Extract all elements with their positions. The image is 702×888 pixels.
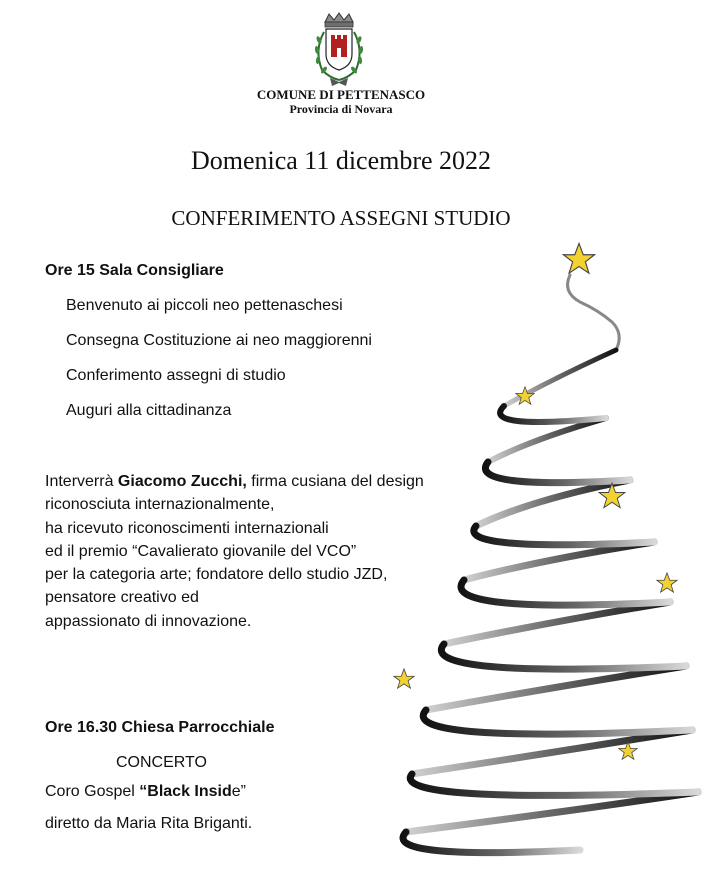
coro-line bbox=[45, 783, 246, 801]
event-title: CONFERIMENTO ASSEGNI STUDIO bbox=[171, 206, 511, 230]
guest-paragraph bbox=[45, 470, 424, 633]
session-1-heading: Ore 15 Sala Consigliare bbox=[45, 262, 224, 279]
star-icon bbox=[656, 572, 678, 594]
guest-line: appassionato di innovazione. bbox=[45, 612, 252, 630]
christmas-tree-spiral-icon bbox=[380, 230, 702, 880]
star-icon bbox=[618, 741, 638, 761]
director-line: diretto da Maria Rita Briganti. bbox=[45, 815, 253, 832]
program-item: Conferimento assegni di studio bbox=[66, 367, 286, 384]
guest-line: ed il premio “Cavalierato giovanile del VCO” bbox=[45, 542, 357, 560]
event-date-title: Domenica 11 dicembre 2022 bbox=[190, 146, 492, 175]
guest-line: pensatore creativo ed bbox=[45, 589, 199, 607]
coro-prefix: Coro Gospel bbox=[45, 783, 140, 800]
guest-line-1 bbox=[45, 470, 424, 493]
coro-suffix: e” bbox=[231, 783, 246, 800]
guest-line: per la categoria arte; fondatore dello studio JZD, bbox=[45, 566, 388, 584]
guest-line: riconosciuta internazionalmente, bbox=[45, 496, 275, 514]
session-2-heading: Ore 16.30 Chiesa Parrocchiale bbox=[45, 719, 275, 736]
coro-name: “Black Insid bbox=[139, 783, 232, 800]
concerto-label: CONCERTO bbox=[116, 754, 207, 771]
star-icon bbox=[393, 668, 415, 690]
guest-intro: Interverrà bbox=[45, 473, 118, 490]
star-icon bbox=[562, 242, 596, 276]
program-item: Consegna Costituzione ai neo maggiorenni bbox=[66, 332, 372, 349]
guest-name: Giacomo Zucchi, bbox=[117, 473, 247, 490]
guest-line: ha ricevuto riconoscimenti internazionali bbox=[45, 519, 329, 537]
program-item: Auguri alla cittadinanza bbox=[66, 402, 232, 419]
star-icon bbox=[598, 482, 626, 510]
comune-name: COMUNE DI PETTENASCO bbox=[256, 87, 426, 102]
star-icon bbox=[515, 386, 535, 406]
program-item: Benvenuto ai piccoli neo pettenaschesi bbox=[66, 297, 343, 314]
provincia-name: Provincia di Novara bbox=[289, 102, 393, 116]
guest-intro-rest: firma cusiana del design bbox=[246, 473, 424, 490]
municipal-crest-icon bbox=[308, 12, 370, 92]
